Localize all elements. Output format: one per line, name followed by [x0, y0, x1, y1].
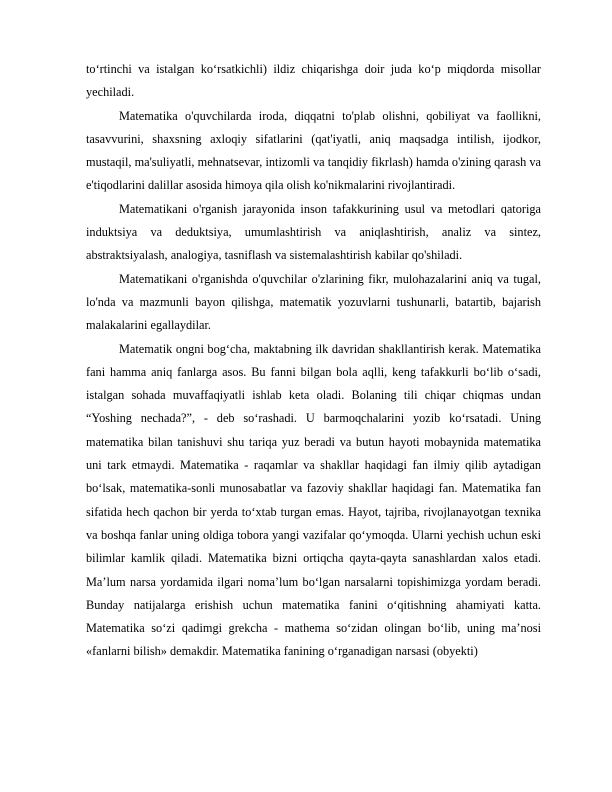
paragraph: Matematika o'quvchilarda iroda, diqqatni to'plab olishni, qobiliyat va faollikni, tasavvurini, shaxsning axloqiy sifatlarini (qat'iyatli, aniq maqsadga intilish, ijodkor, mustaqil, ma'suliyatli, mehnatsevar, intizomli va tanqidiy fikrlash) hamda o'zining qarash va e'tiqodlarini dalillar asosida himoya qila olish ko'nikmalarini rivojlantiradi.: [86, 108, 541, 193]
paragraph: Matematikani o'rganish jarayonida inson tafakkurining usul va metodlari qatoriga induktsiya va deduktsiya, umumlashtirish va aniqlashtirish, analiz va sintez, abstraktsiyalash, analogiya, tasniflash va sistemalashtirish kabilar qo'shiladi.: [86, 201, 541, 263]
paragraph: to‘rtinchi va istalgan ko‘rsatkichli) ildiz chiqarishga doir juda ko‘p miqdorda misollar yechiladi.: [86, 62, 541, 100]
paragraph: Matematikani o'rganishda o'quvchilar o'zlarining fikr, mulohazalarini aniq va tugal, lo'nda va mazmunli bayon qilishga, matematik yozuvlarni tushunarli, batartib, bajarish malakalarini egallaydilar.: [86, 271, 541, 333]
paragraph: Matematik ongni bog‘cha, maktabning ilk davridan shakllantirish kerak. Matematika fani hamma aniq fanlarga asos. Bu fanni bilgan bola aqlli, keng tafakkurli bo‘lib o‘sadi, istalgan sohada muvaffaqiyatli ishlab keta oladi. Bolaning tili chiqar chiqmas undan “Yoshing nechada?”, - deb so‘rashadi. U barmoqchalarini yozib ko‘rsatadi. Uning matematika bilan tanishuvi shu tariqa yuz beradi va butun hayoti mobaynida matematika uni tark etmaydi. Matematika - raqamlar va shakllar haqidagi fan ilmiy qilib aytadigan bo‘lsak, matematika-sonli munosabatlar va fazoviy shakllar haqidagi fan. Matematika fan sifatida hech qachon bir yerda to‘xtab turgan emas. Hayot, tajriba, rivojlanayotgan texnika va boshqa fanlar uning oldiga tobora yangi vazifalar qo‘ymoqda. Ularni yechish uchun eski bilimlar kamlik qiladi. Matematika bizni ortiqcha qayta-qayta sanashlardan xalos etadi. Ma’lum narsa yordamida ilgari noma’lum bo‘lgan narsalarni topishimizga yordam beradi. Bunday natijalarga erishish uchun matematika fanini o‘qitishning ahamiyati katta. Matematika so‘zi qadimgi grekcha - mathema so‘zidan olingan bo‘lib, uning ma’nosi «fanlarni bilish» demakdir. Matematika fanining o‘rganadigan narsasi (obyekti): [86, 341, 541, 659]
document-body: [86, 58, 541, 664]
